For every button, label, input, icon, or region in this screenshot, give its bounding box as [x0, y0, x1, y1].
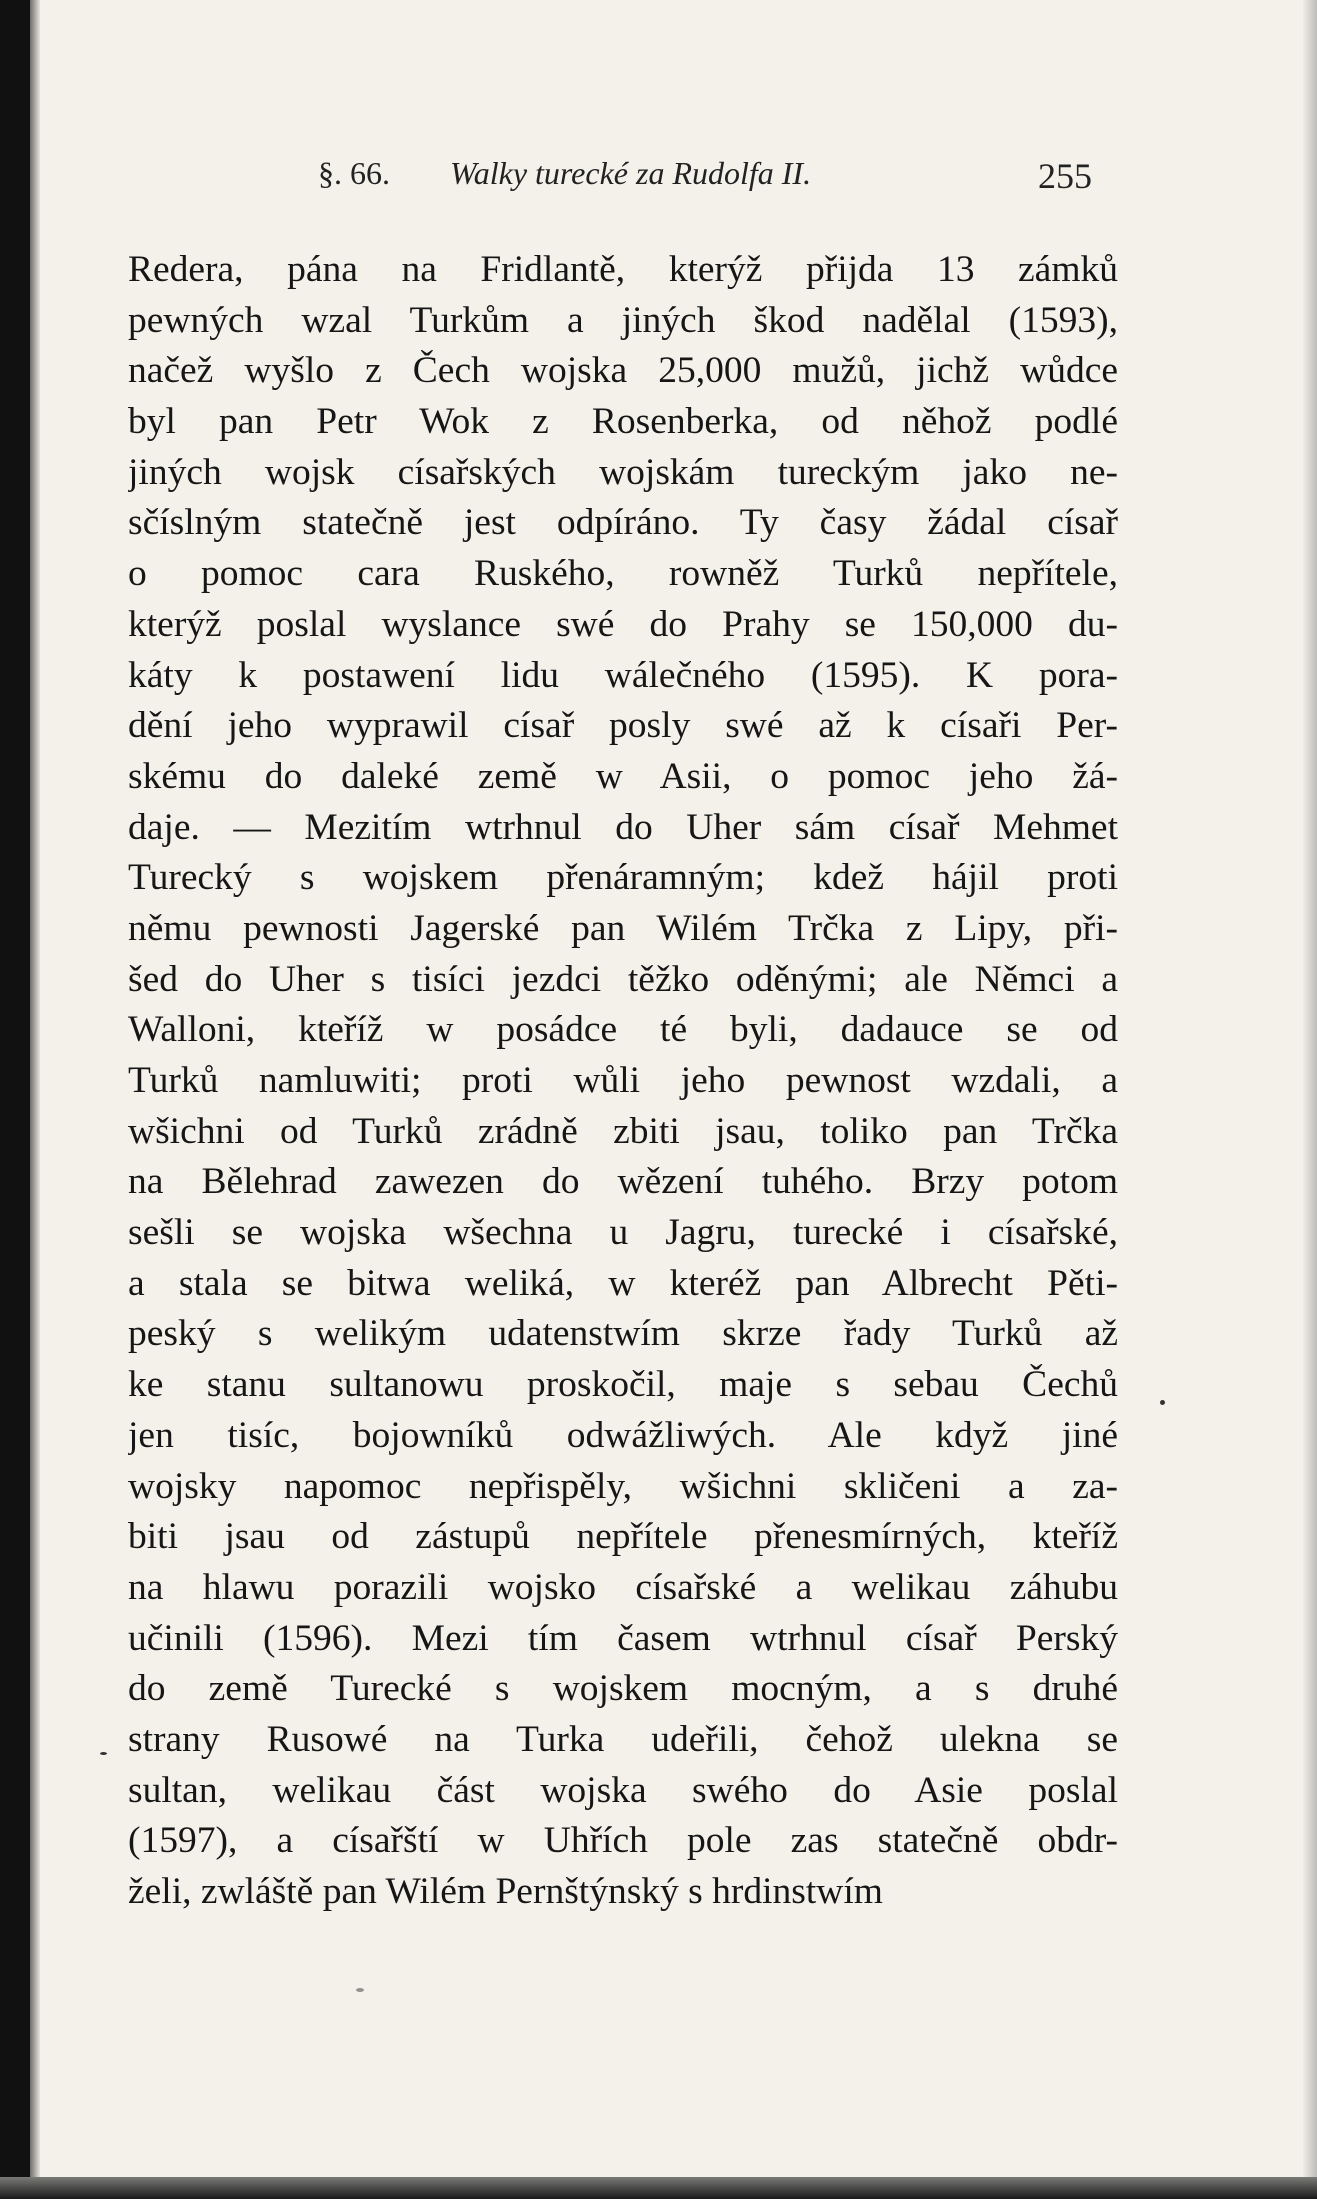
text-line: strany Rusowé na Turka udeřili, čehož ulekna se	[128, 1718, 1118, 1760]
text-line: biti jsau od zástupů nepřítele přenesmírných, kteříž	[128, 1516, 1118, 1558]
text-line: jen tisíc, bojowníků odwážliwých. Ale když jiné	[128, 1414, 1118, 1456]
text-line: šed do Uher s tisíci jezdci těžko oděnými; ale Němci a	[128, 958, 1118, 1000]
text-line: Turecký s wojskem přenáramným; kdež hájil proti	[128, 857, 1118, 899]
section-number: §. 66.	[318, 155, 390, 191]
text-line: ke stanu sultanowu proskočil, maje s sebau Čechů	[128, 1364, 1118, 1406]
text-line: sultan, welikau část wojska swého do Asie poslal	[128, 1769, 1118, 1811]
text-line: Redera, pána na Fridlantě, kterýž přijda 13 zámků	[128, 249, 1118, 290]
text-line: kterýž poslal wyslance swé do Prahy se 150,000 du-	[128, 603, 1118, 645]
text-line: Walloni, kteříž w posádce té byli, dadauce se od	[128, 1009, 1118, 1051]
text-line: byl pan Petr Wok z Rosenberka, od něhož podlé	[128, 401, 1118, 443]
text-line: skému do daleké země w Asii, o pomoc jeho žá-	[128, 755, 1118, 797]
text-line: Turků namluwiti; proti wůli jeho pewnost wzdali, a	[128, 1060, 1118, 1101]
text-line: jiných wojsk císařských wojskám tureckým jako ne-	[128, 451, 1118, 493]
scan-speck	[356, 1988, 364, 1992]
scan-speck	[1160, 1400, 1165, 1405]
text-line: učinili (1596). Mezi tím časem wtrhnul císař Perský	[128, 1617, 1118, 1659]
text-line: o pomoc cara Ruského, rowněž Turků nepřítele,	[128, 553, 1118, 595]
text-line: do země Turecké s wojskem mocným, a s druhé	[128, 1668, 1118, 1710]
scan-speck	[100, 1752, 107, 1755]
page-right-edge	[1303, 0, 1317, 2199]
text-line: na hlawu porazili wojsko císařské a welikau záhubu	[128, 1566, 1118, 1608]
text-line: káty k postawení lidu wálečného (1595). K pora-	[128, 654, 1118, 696]
text-line: sešli se wojska wšechna u Jagru, turecké i císařské,	[128, 1212, 1118, 1254]
text-line: peský s welikým udatenstwím skrze řady Turků až	[128, 1313, 1118, 1355]
text-line: sčíslným statečně jest odpíráno. Ty časy žádal císař	[128, 502, 1118, 544]
text-line: daje. — Mezitím wtrhnul do Uher sám císař Mehmet	[128, 806, 1118, 848]
text-line: dění jeho wyprawil císař posly swé až k císaři Per-	[128, 705, 1118, 747]
text-line: němu pewnosti Jagerské pan Wilém Trčka z Lipy, při-	[128, 907, 1118, 949]
text-line: wojsky napomoc nepřispěly, wšichni skličeni a za-	[128, 1465, 1118, 1507]
chapter-title: Walky turecké za Rudolfa II.	[450, 155, 812, 191]
text-line: načež wyšlo z Čech wojska 25,000 mužů, jichž wůdce	[128, 350, 1118, 392]
running-header	[318, 155, 1118, 215]
page-left-binding-edge	[0, 0, 30, 2199]
text-line: a stala se bitwa weliká, w kteréž pan Albrecht Pěti-	[128, 1262, 1118, 1304]
text-line: wšichni od Turků zrádně zbiti jsau, toliko pan Trčka	[128, 1110, 1118, 1152]
page-bottom-edge	[0, 2177, 1317, 2199]
text-line: želi, zwláště pan Wilém Pernštýnský s hrdinstwím	[128, 1871, 883, 1912]
page-number: 255	[1038, 156, 1092, 196]
body-text	[128, 245, 1118, 1918]
page-gutter-shadow	[30, 0, 40, 2199]
text-line: (1597), a císařští w Uhřích pole zas statečně obdr-	[128, 1820, 1118, 1862]
text-line: na Bělehrad zawezen do wězení tuhého. Brzy potom	[128, 1161, 1118, 1203]
text-line: pewných wzal Turkům a jiných škod nadělal (1593),	[128, 299, 1118, 341]
